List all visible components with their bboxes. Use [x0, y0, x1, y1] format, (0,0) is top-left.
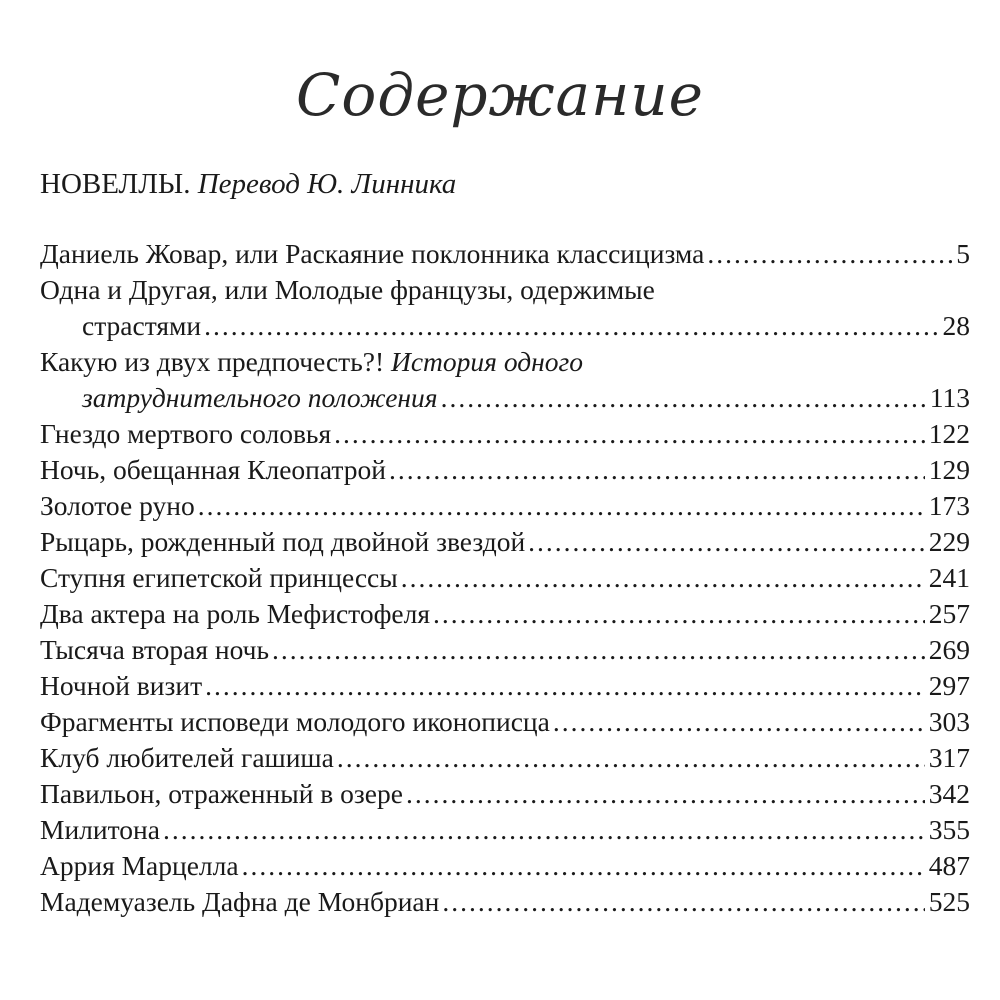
toc-entry-title: Аррия Марцелла	[40, 850, 239, 881]
leader-dots	[406, 776, 925, 812]
toc-entry-title: Одна и Другая, или Молодые французы, одержимые	[40, 274, 655, 305]
leader-dots	[163, 812, 925, 848]
toc-entry-title: Павильон, отраженный в озере	[40, 778, 403, 809]
toc-entry-page: 173	[928, 490, 970, 521]
toc-entry	[40, 560, 970, 596]
section-name: НОВЕЛЛЫ.	[40, 168, 191, 200]
toc-entry	[40, 668, 970, 704]
toc-entry-page: 269	[928, 634, 970, 665]
toc-entry	[40, 488, 970, 524]
table-of-contents	[40, 236, 970, 920]
toc-entry	[40, 704, 970, 740]
toc-entry	[40, 848, 970, 884]
toc-entry-title: Мадемуазель Дафна де Монбриан	[40, 886, 440, 917]
toc-entry-title: Какую из двух предпочесть?!	[40, 346, 385, 377]
toc-entry	[40, 776, 970, 812]
toc-entry-title: Два актера на роль Мефистофеля	[40, 598, 430, 629]
toc-entry-title: Золотое руно	[40, 490, 195, 521]
toc-entry-page: 303	[928, 706, 970, 737]
toc-entry-page: 229	[928, 526, 970, 557]
toc-entry-title: Ночь, обещанная Клеопатрой	[40, 454, 386, 485]
toc-entry-title: Рыцарь, рожденный под двойной звездой	[40, 526, 526, 557]
toc-entry-title: Клуб любителей гашиша	[40, 742, 334, 773]
toc-entry	[40, 272, 970, 344]
toc-entry-page: 28	[942, 310, 970, 341]
leader-dots	[204, 308, 938, 344]
toc-entry-title: Тысяча вторая ночь	[40, 634, 269, 665]
toc-entry-page: 342	[928, 778, 970, 809]
leader-dots	[442, 884, 924, 920]
toc-entry-title: Ночной визит	[40, 670, 203, 701]
leader-dots	[334, 416, 925, 452]
toc-entry	[40, 236, 970, 272]
section-heading	[40, 168, 456, 201]
toc-entry-title-continued: страстями	[82, 310, 202, 341]
toc-entry-page: 113	[929, 382, 970, 413]
toc-entry-page: 241	[928, 562, 970, 593]
toc-entry-title: Даниель Жовар, или Раскаяние поклонника классицизма	[40, 238, 705, 269]
leader-dots	[401, 560, 925, 596]
leader-dots	[553, 704, 925, 740]
toc-entry-page: 297	[928, 670, 970, 701]
toc-entry-page: 317	[928, 742, 970, 773]
leader-dots	[389, 452, 925, 488]
leader-dots	[707, 236, 952, 272]
toc-entry-page: 487	[928, 850, 970, 881]
leader-dots	[272, 632, 925, 668]
toc-entry-page: 129	[928, 454, 970, 485]
leader-dots	[205, 668, 925, 704]
toc-entry	[40, 452, 970, 488]
section-translator: Перевод Ю. Линника	[197, 168, 457, 200]
toc-entry	[40, 740, 970, 776]
toc-entry-page: 5	[956, 238, 970, 269]
leader-dots	[337, 740, 925, 776]
toc-entry-subtitle-continued: затруднительного положения	[82, 382, 438, 413]
toc-entry-page: 355	[928, 814, 970, 845]
leader-dots	[198, 488, 925, 524]
leader-dots	[528, 524, 925, 560]
toc-entry-title: Гнездо мертвого соловья	[40, 418, 332, 449]
leader-dots	[242, 848, 925, 884]
toc-entry	[40, 812, 970, 848]
toc-entry-page: 257	[928, 598, 970, 629]
toc-entry	[40, 884, 970, 920]
toc-entry-subtitle: История одного	[390, 346, 583, 377]
toc-entry	[40, 524, 970, 560]
toc-entry	[40, 596, 970, 632]
toc-entry-title: Милитона	[40, 814, 160, 845]
toc-entry	[40, 632, 970, 668]
page-title: Содержание	[296, 60, 704, 129]
toc-entry-page: 122	[928, 418, 970, 449]
toc-entry	[40, 344, 970, 416]
toc-entry-title: Ступня египетской принцессы	[40, 562, 398, 593]
leader-dots	[441, 380, 926, 416]
leader-dots	[433, 596, 925, 632]
toc-entry-page: 525	[928, 886, 970, 917]
toc-entry	[40, 416, 970, 452]
toc-entry-title: Фрагменты исповеди молодого иконописца	[40, 706, 550, 737]
